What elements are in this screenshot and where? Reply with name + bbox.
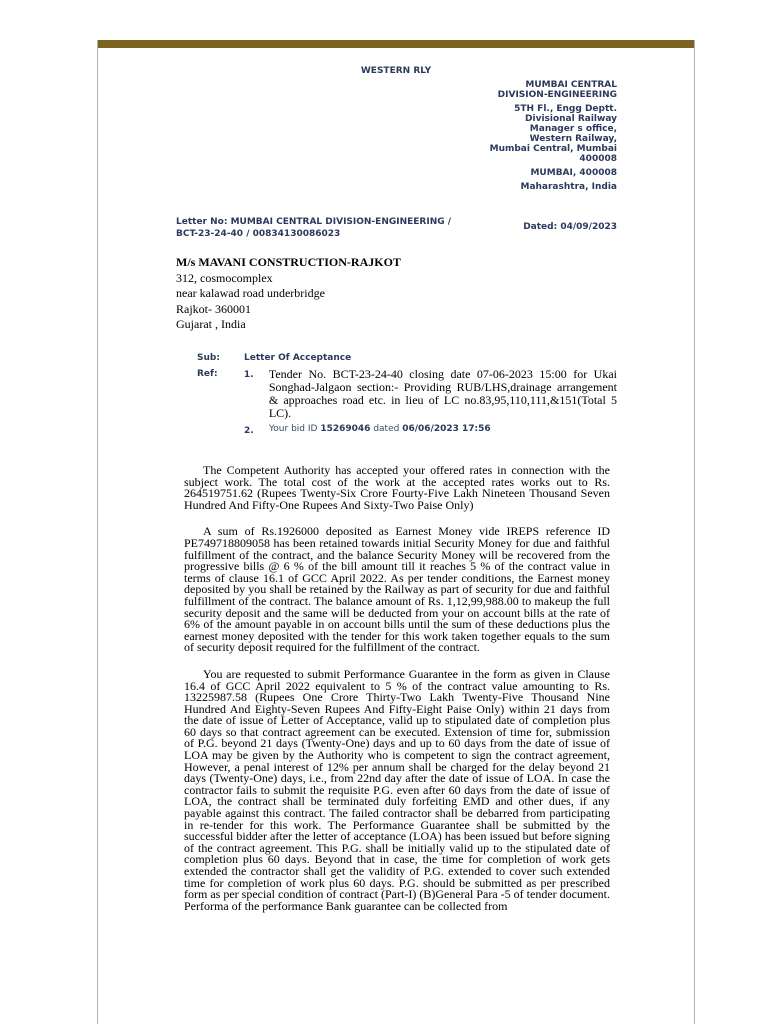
address-line: 400008 xyxy=(579,154,617,164)
reference-number: 1. xyxy=(243,370,254,380)
letter-body xyxy=(184,465,610,927)
addressee-line: Rajkot- 360001 xyxy=(176,301,251,316)
address-line: Manager s office, xyxy=(529,124,617,134)
bid-mid: dated xyxy=(373,424,400,434)
bid-prefix: Your bid ID xyxy=(269,424,318,434)
reference-tender-text: Tender No. BCT-23-24-40 closing date 07-06-2023 15:00 for Ukai Songhad-Jalgaon section:- Providing RUB/LHS,drainage arrangement & approaches road etc. in lieu of LC no.83,95,110,111,&151(Total 5 LC). xyxy=(268,367,617,420)
org-name: WESTERN RLY xyxy=(360,66,432,76)
addressee-name: M/s MAVANI CONSTRUCTION-RAJKOT xyxy=(176,255,401,269)
reference-label: Ref: xyxy=(197,369,218,379)
addressee-line: 312, cosmocomplex xyxy=(176,270,273,285)
letter-page xyxy=(97,40,695,1024)
addressee-line: Gujarat , India xyxy=(176,317,246,331)
reference-bid xyxy=(269,424,491,436)
address-line: MUMBAI CENTRAL xyxy=(525,80,617,90)
address-line: Maharashtra, India xyxy=(520,182,617,192)
body-paragraph: You are requested to submit Performance Guarantee in the form as given in Clause 16.4 of GCC April 2022 equivalent to 5 % of the contract value amounting to Rs. 13225987.58 (Rupees One Crore Thirty-Two Lakh Twenty-Five Thousand Nine Hundred And Eighty-Seven Rupees And Fifty-Eight Paise Only) within 21 days from the date of issue of Letter of Acceptance, valid up to stipulated date of completion plus 60 days so that contract agreement can be executed. Extension of time for, submission of P.G. beyond 21 days (Twenty-One) days and up to 60 days from the date of issue of LOA may be given by the Authority who is competent to sign the contract agreement, However, a penal interest of 12% per annum shall be charged for the delay beyond 21 days (Twenty-One) days, i.e., from 22nd day after the date of issue of LOA. In case the contractor fails to submit the requisite P.G. even after 60 days from the date of issue of LOA, the contract shall be terminated duly forfeiting EMD and other dues, if any payable against this contract. The failed contractor shall be debarred from participating in re-tender for this work. The Performance Guarantee shall be submitted by the successful bidder after the letter of acceptance (LOA) has been issued but before signing of the contract agreement. This P.G. shall be initially valid up to the stipulated date of completion plus 60 days. Beyond that in case, the time for completion of work gets extended the contractor shall get the validity of P.G. extended to cover such extended time for completion of work plus 60 days. P.G. should be submitted as per prescribed form as per special condition of contract (Part-I) (B)General Para -5 of tender document. Performa of the performance Bank guarantee can be collected from xyxy=(184,666,610,913)
address-line: MUMBAI, 400008 xyxy=(530,168,617,178)
bid-date: 06/06/2023 17:56 xyxy=(402,424,491,434)
addressee-line: near kalawad road underbridge xyxy=(176,286,325,300)
address-line: 5TH Fl., Engg Deptt. xyxy=(514,104,617,114)
body-paragraph: The Competent Authority has accepted your offered rates in connection with the subject work. The total cost of the work at the accepted rates works out to Rs. 264519751.62 (Rupees Twenty-Six Crore Fourty-Five Lakh Nineteen Thousand Seven Hundred And Fifty-One Rupees And Sixty-Two Paise Only) xyxy=(184,463,610,512)
address-line: Western Railway, xyxy=(529,134,617,144)
office-address xyxy=(477,80,617,192)
address-line: DIVISION-ENGINEERING xyxy=(497,90,617,100)
header-bar xyxy=(98,40,694,48)
address-line: Mumbai Central, Mumbai xyxy=(489,144,617,154)
address-line: Divisional Railway xyxy=(525,114,617,124)
reference-number: 2. xyxy=(244,426,254,436)
addressee-block xyxy=(176,255,596,333)
letter-number: Letter No: MUMBAI CENTRAL DIVISION-ENGINEERING / BCT-23-24-40 / 00834130086023 xyxy=(176,217,452,239)
letter-date: Dated: 04/09/2023 xyxy=(523,222,617,232)
subject-reference xyxy=(197,352,617,436)
subject-text: Letter Of Acceptance xyxy=(244,353,352,363)
body-paragraph: A sum of Rs.1926000 deposited as Earnest Money vide IREPS reference ID PE749718809058 has been retained towards initial Security Money for due and faithful fulfillment of the contract, and the balance Security Money will be recovered from the progressive bills @ 6 % of the bill amount till it reaches 5 % of the contract value in terms of clause 16.1 of GCC April 2022. As per tender conditions, the Earnest money deposited by you shall be retained by the Railway as part of security for due and faithful fulfillment of the contract. The balance amount of Rs. 1,12,99,988.00 to makeup the full security deposit and the same will be deducted from your on account bills at the rate of 6% of the amount payable in on account bills until the sum of these deductions plus the earnest money deposited with the tender for this work taken together equals to the sum of security deposit required for the fulfillment of the contract. xyxy=(184,524,610,655)
bid-id: 15269046 xyxy=(320,424,371,434)
subject-label: Sub: xyxy=(197,353,220,363)
